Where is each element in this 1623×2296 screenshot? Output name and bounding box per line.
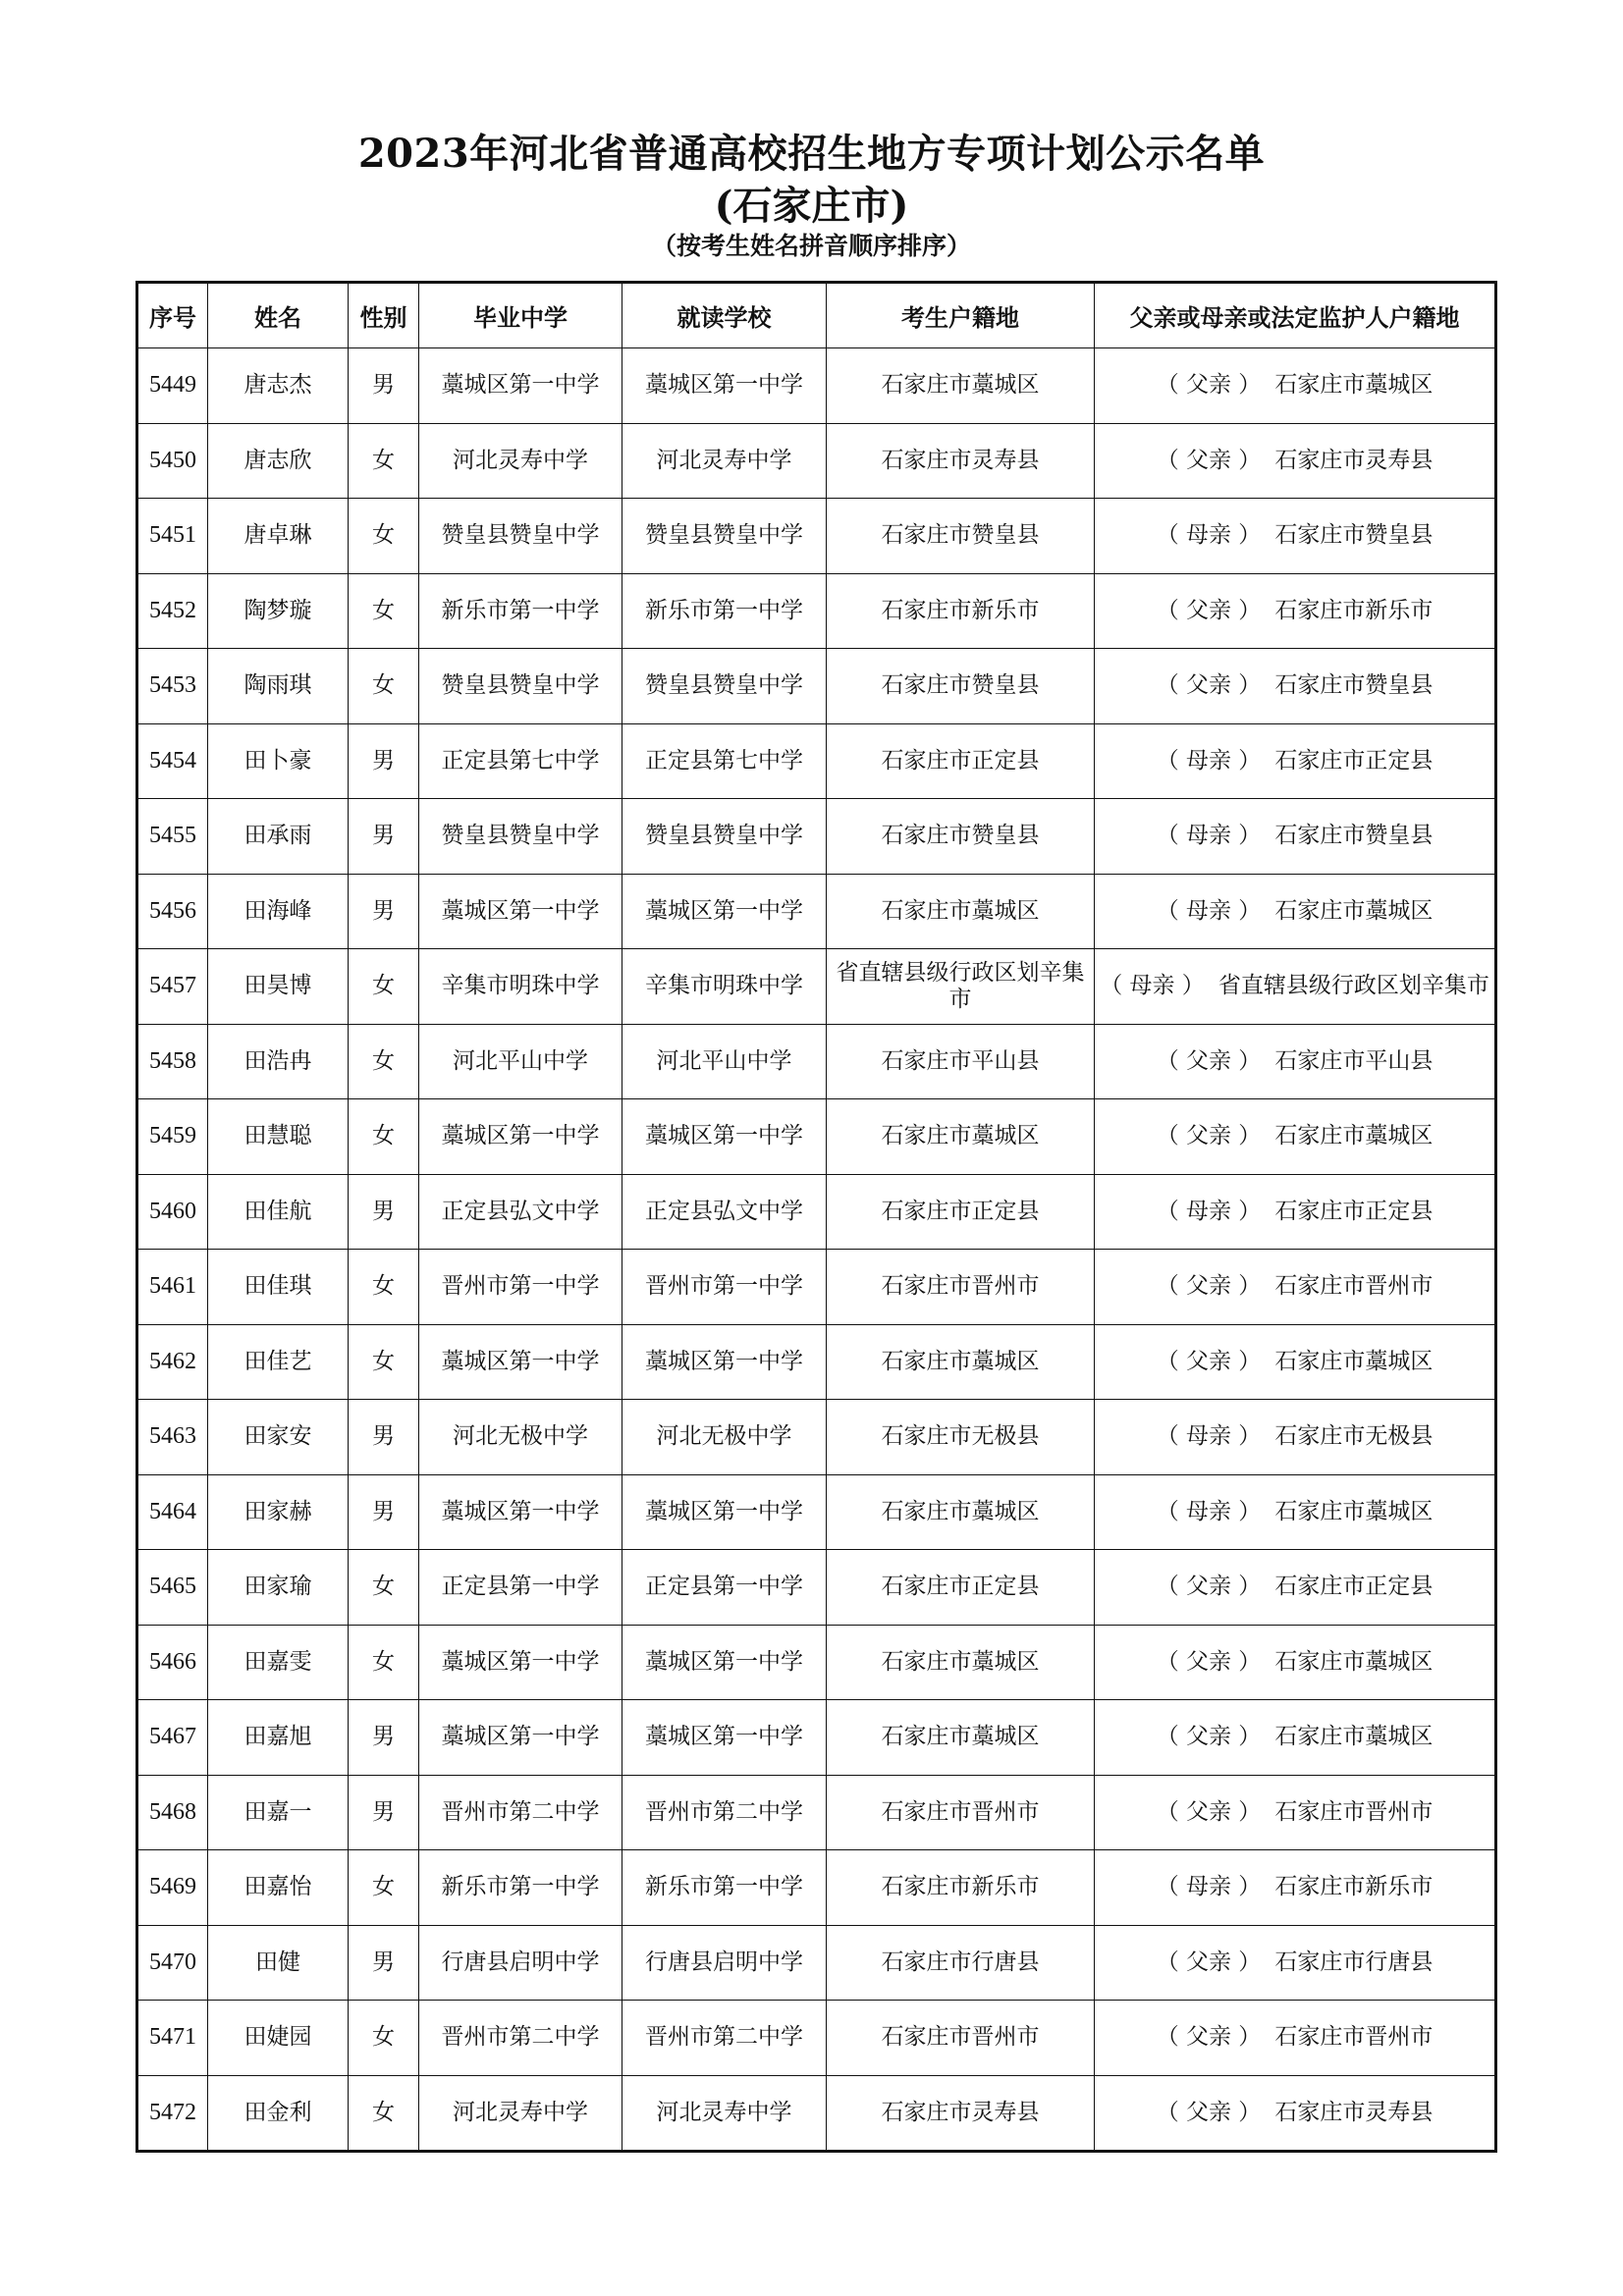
- guardian-relation: （ 母亲 ）: [1156, 1198, 1262, 1224]
- guardian-relation: （ 父亲 ）: [1156, 372, 1262, 399]
- cell-guardian-hukou: [1095, 2075, 1496, 2152]
- cell-no: 5449: [137, 348, 208, 424]
- cell-current-school: 藁城区第一中学: [622, 1099, 827, 1175]
- roster-table: [135, 281, 1497, 2153]
- cell-no: 5463: [137, 1400, 208, 1475]
- cell-guardian-hukou: [1095, 423, 1496, 499]
- table-row: [137, 499, 1496, 574]
- cell-gender: 男: [349, 799, 419, 875]
- cell-no: 5464: [137, 1474, 208, 1550]
- cell-guardian-hukou: [1095, 1625, 1496, 1700]
- guardian-hukou-value: 石家庄市晋州市: [1274, 1798, 1434, 1825]
- cell-gender: 女: [349, 949, 419, 1025]
- cell-no: 5465: [137, 1550, 208, 1626]
- cell-current-school: 赞皇县赞皇中学: [622, 799, 827, 875]
- cell-grad-school: 正定县第一中学: [419, 1550, 622, 1626]
- guardian-relation: （ 父亲 ）: [1156, 1123, 1262, 1149]
- guardian-relation: （ 父亲 ）: [1156, 1648, 1262, 1675]
- cell-hukou: 石家庄市行唐县: [827, 1925, 1095, 2001]
- cell-guardian-hukou: [1095, 874, 1496, 949]
- guardian-relation: （ 父亲 ）: [1156, 1724, 1262, 1750]
- cell-name: 田浩冉: [208, 1024, 349, 1099]
- guardian-relation: （ 父亲 ）: [1156, 1574, 1262, 1600]
- cell-name: 田嘉雯: [208, 1625, 349, 1700]
- cell-current-school: 晋州市第二中学: [622, 2001, 827, 2076]
- guardian-hukou-value: 石家庄市正定县: [1274, 747, 1434, 774]
- cell-no: 5458: [137, 1024, 208, 1099]
- cell-hukou: 石家庄市晋州市: [827, 2001, 1095, 2076]
- cell-guardian-hukou: [1095, 1850, 1496, 1926]
- cell-no: 5453: [137, 649, 208, 724]
- table-row: [137, 2075, 1496, 2152]
- cell-grad-school: 正定县弘文中学: [419, 1174, 622, 1250]
- col-header-guardian-hukou: 父亲或母亲或法定监护人户籍地: [1095, 283, 1496, 348]
- cell-gender: 男: [349, 348, 419, 424]
- guardian-hukou-value: 石家庄市平山县: [1274, 1047, 1434, 1074]
- guardian-hukou-value: 石家庄市藁城区: [1274, 1724, 1434, 1750]
- guardian-relation: （ 父亲 ）: [1156, 597, 1262, 623]
- cell-gender: 女: [349, 423, 419, 499]
- guardian-hukou-value: 石家庄市新乐市: [1274, 1874, 1434, 1900]
- cell-current-school: 藁城区第一中学: [622, 1625, 827, 1700]
- cell-guardian-hukou: [1095, 1400, 1496, 1475]
- cell-name: 唐志杰: [208, 348, 349, 424]
- cell-grad-school: 藁城区第一中学: [419, 1324, 622, 1400]
- cell-guardian-hukou: [1095, 1474, 1496, 1550]
- cell-gender: 女: [349, 1099, 419, 1175]
- cell-hukou: 石家庄市藁城区: [827, 348, 1095, 424]
- guardian-hukou-value: 石家庄市正定县: [1274, 1198, 1434, 1224]
- cell-gender: 女: [349, 1250, 419, 1325]
- table-row: [137, 723, 1496, 799]
- cell-name: 田慧聪: [208, 1099, 349, 1175]
- cell-name: 田佳航: [208, 1174, 349, 1250]
- cell-no: 5461: [137, 1250, 208, 1325]
- cell-grad-school: 藁城区第一中学: [419, 1625, 622, 1700]
- cell-guardian-hukou: [1095, 1550, 1496, 1626]
- table-row: [137, 423, 1496, 499]
- cell-grad-school: 行唐县启明中学: [419, 1925, 622, 2001]
- cell-grad-school: 晋州市第二中学: [419, 2001, 622, 2076]
- table-row: [137, 1474, 1496, 1550]
- cell-grad-school: 赞皇县赞皇中学: [419, 499, 622, 574]
- cell-no: 5460: [137, 1174, 208, 1250]
- table-row: [137, 1550, 1496, 1626]
- cell-hukou: 石家庄市灵寿县: [827, 2075, 1095, 2152]
- cell-current-school: 河北灵寿中学: [622, 423, 827, 499]
- cell-gender: 女: [349, 499, 419, 574]
- cell-guardian-hukou: [1095, 348, 1496, 424]
- cell-hukou: 石家庄市藁城区: [827, 1099, 1095, 1175]
- cell-no: 5469: [137, 1850, 208, 1926]
- cell-grad-school: 藁城区第一中学: [419, 1474, 622, 1550]
- cell-grad-school: 晋州市第二中学: [419, 1775, 622, 1850]
- cell-guardian-hukou: [1095, 573, 1496, 649]
- cell-grad-school: 藁城区第一中学: [419, 1099, 622, 1175]
- cell-no: 5466: [137, 1625, 208, 1700]
- cell-hukou: 石家庄市藁城区: [827, 1474, 1095, 1550]
- cell-hukou: 石家庄市新乐市: [827, 573, 1095, 649]
- cell-current-school: 正定县第七中学: [622, 723, 827, 799]
- cell-current-school: 藁城区第一中学: [622, 874, 827, 949]
- cell-grad-school: 赞皇县赞皇中学: [419, 799, 622, 875]
- cell-no: 5456: [137, 874, 208, 949]
- cell-gender: 女: [349, 1024, 419, 1099]
- guardian-relation: （ 父亲 ）: [1156, 2024, 1262, 2051]
- page-title: 2023年河北省普通高校招生地方专项计划公示名单: [357, 131, 1266, 177]
- cell-grad-school: 新乐市第一中学: [419, 573, 622, 649]
- cell-guardian-hukou: [1095, 1099, 1496, 1175]
- guardian-hukou-value: 石家庄市赞皇县: [1274, 522, 1434, 549]
- cell-current-school: 藁城区第一中学: [622, 1324, 827, 1400]
- cell-no: 5470: [137, 1925, 208, 2001]
- table-body: [137, 348, 1496, 2152]
- guardian-hukou-value: 石家庄市赞皇县: [1274, 823, 1434, 849]
- cell-hukou: 石家庄市正定县: [827, 1174, 1095, 1250]
- cell-gender: 女: [349, 649, 419, 724]
- table-row: [137, 874, 1496, 949]
- cell-grad-school: 河北灵寿中学: [419, 2075, 622, 2152]
- cell-hukou: 石家庄市正定县: [827, 723, 1095, 799]
- page-subtitle: (石家庄市): [714, 183, 909, 229]
- cell-gender: 女: [349, 1550, 419, 1626]
- table-row: [137, 1324, 1496, 1400]
- cell-current-school: 行唐县启明中学: [622, 1925, 827, 2001]
- cell-current-school: 河北灵寿中学: [622, 2075, 827, 2152]
- cell-grad-school: 河北灵寿中学: [419, 423, 622, 499]
- cell-hukou: 石家庄市赞皇县: [827, 649, 1095, 724]
- cell-name: 田承雨: [208, 799, 349, 875]
- cell-gender: 女: [349, 1625, 419, 1700]
- cell-guardian-hukou: [1095, 1024, 1496, 1099]
- cell-grad-school: 藁城区第一中学: [419, 1700, 622, 1776]
- guardian-relation: （ 父亲 ）: [1156, 1273, 1262, 1300]
- guardian-relation: （ 父亲 ）: [1156, 1798, 1262, 1825]
- cell-no: 5454: [137, 723, 208, 799]
- cell-hukou: 石家庄市新乐市: [827, 1850, 1095, 1926]
- table-row: [137, 949, 1496, 1025]
- col-header-current-school: 就读学校: [622, 283, 827, 348]
- guardian-relation: （ 母亲 ）: [1156, 522, 1262, 549]
- cell-guardian-hukou: [1095, 723, 1496, 799]
- table-row: [137, 1625, 1496, 1700]
- guardian-hukou-value: 石家庄市行唐县: [1274, 1949, 1434, 1975]
- cell-name: 田佳琪: [208, 1250, 349, 1325]
- cell-current-school: 藁城区第一中学: [622, 1700, 827, 1776]
- table-row: [137, 1400, 1496, 1475]
- guardian-hukou-value: 石家庄市藁城区: [1274, 1123, 1434, 1149]
- guardian-hukou-value: 石家庄市藁城区: [1274, 372, 1434, 399]
- cell-name: 田家安: [208, 1400, 349, 1475]
- cell-no: 5455: [137, 799, 208, 875]
- cell-gender: 男: [349, 1474, 419, 1550]
- cell-guardian-hukou: [1095, 1324, 1496, 1400]
- cell-name: 陶雨琪: [208, 649, 349, 724]
- cell-guardian-hukou: [1095, 1775, 1496, 1850]
- cell-guardian-hukou: [1095, 649, 1496, 724]
- guardian-relation: （ 父亲 ）: [1156, 1047, 1262, 1074]
- cell-guardian-hukou: [1095, 499, 1496, 574]
- guardian-relation: （ 母亲 ）: [1156, 823, 1262, 849]
- table-header: [137, 283, 1496, 348]
- table-row: [137, 348, 1496, 424]
- table-row: [137, 1925, 1496, 2001]
- cell-name: 唐卓琳: [208, 499, 349, 574]
- cell-no: 5452: [137, 573, 208, 649]
- cell-grad-school: 河北无极中学: [419, 1400, 622, 1475]
- cell-hukou: 石家庄市藁城区: [827, 1700, 1095, 1776]
- cell-name: 田健: [208, 1925, 349, 2001]
- table-row: [137, 1700, 1496, 1776]
- cell-current-school: 赞皇县赞皇中学: [622, 499, 827, 574]
- cell-no: 5468: [137, 1775, 208, 1850]
- cell-hukou: 石家庄市灵寿县: [827, 423, 1095, 499]
- cell-no: 5451: [137, 499, 208, 574]
- cell-no: 5459: [137, 1099, 208, 1175]
- cell-no: 5462: [137, 1324, 208, 1400]
- guardian-relation: （ 母亲 ）: [1156, 1874, 1262, 1900]
- cell-gender: 男: [349, 874, 419, 949]
- table-row: [137, 1174, 1496, 1250]
- guardian-relation: （ 母亲 ）: [1156, 747, 1262, 774]
- table-row: [137, 1099, 1496, 1175]
- cell-gender: 女: [349, 573, 419, 649]
- cell-current-school: 晋州市第二中学: [622, 1775, 827, 1850]
- cell-guardian-hukou: [1095, 1700, 1496, 1776]
- cell-gender: 女: [349, 2001, 419, 2076]
- cell-grad-school: 藁城区第一中学: [419, 348, 622, 424]
- guardian-hukou-value: 石家庄市藁城区: [1274, 1348, 1434, 1374]
- cell-name: 田昊博: [208, 949, 349, 1025]
- guardian-relation: （ 父亲 ）: [1156, 672, 1262, 699]
- cell-no: 5467: [137, 1700, 208, 1776]
- cell-gender: 男: [349, 1700, 419, 1776]
- guardian-relation: （ 父亲 ）: [1156, 447, 1262, 473]
- cell-name: 田海峰: [208, 874, 349, 949]
- table-row: [137, 1850, 1496, 1926]
- cell-name: 田佳艺: [208, 1324, 349, 1400]
- cell-name: 田嘉一: [208, 1775, 349, 1850]
- cell-no: 5450: [137, 423, 208, 499]
- cell-current-school: 藁城区第一中学: [622, 1474, 827, 1550]
- guardian-hukou-value: 石家庄市藁城区: [1274, 1648, 1434, 1675]
- guardian-relation: （ 母亲 ）: [1156, 1498, 1262, 1524]
- col-header-grad-school: 毕业中学: [419, 283, 622, 348]
- cell-gender: 女: [349, 1324, 419, 1400]
- cell-guardian-hukou: [1095, 949, 1496, 1025]
- cell-hukou: 石家庄市平山县: [827, 1024, 1095, 1099]
- cell-current-school: 河北平山中学: [622, 1024, 827, 1099]
- cell-name: 田嘉怡: [208, 1850, 349, 1926]
- cell-current-school: 正定县弘文中学: [622, 1174, 827, 1250]
- cell-gender: 女: [349, 1850, 419, 1926]
- cell-guardian-hukou: [1095, 1174, 1496, 1250]
- cell-guardian-hukou: [1095, 1250, 1496, 1325]
- cell-current-school: 藁城区第一中学: [622, 348, 827, 424]
- cell-hukou: 石家庄市赞皇县: [827, 799, 1095, 875]
- cell-current-school: 辛集市明珠中学: [622, 949, 827, 1025]
- cell-current-school: 正定县第一中学: [622, 1550, 827, 1626]
- cell-current-school: 晋州市第一中学: [622, 1250, 827, 1325]
- col-header-gender: 性别: [349, 283, 419, 348]
- cell-name: 田卜豪: [208, 723, 349, 799]
- cell-current-school: 新乐市第一中学: [622, 573, 827, 649]
- cell-name: 田嘉旭: [208, 1700, 349, 1776]
- cell-name: 田婕园: [208, 2001, 349, 2076]
- cell-name: 田金利: [208, 2075, 349, 2152]
- cell-grad-school: 藁城区第一中学: [419, 874, 622, 949]
- col-header-hukou: 考生户籍地: [827, 283, 1095, 348]
- cell-hukou: 石家庄市无极县: [827, 1400, 1095, 1475]
- cell-name: 田家赫: [208, 1474, 349, 1550]
- cell-gender: 男: [349, 1775, 419, 1850]
- cell-name: 陶梦璇: [208, 573, 349, 649]
- header-row: [137, 283, 1496, 348]
- guardian-hukou-value: 石家庄市晋州市: [1274, 2024, 1434, 2051]
- cell-gender: 女: [349, 2075, 419, 2152]
- guardian-relation: （ 父亲 ）: [1156, 1949, 1262, 1975]
- cell-hukou: 石家庄市赞皇县: [827, 499, 1095, 574]
- cell-no: 5457: [137, 949, 208, 1025]
- cell-grad-school: 新乐市第一中学: [419, 1850, 622, 1926]
- guardian-hukou-value: 石家庄市灵寿县: [1274, 2099, 1434, 2125]
- cell-hukou: 石家庄市藁城区: [827, 1625, 1095, 1700]
- guardian-relation: （ 母亲 ）: [1100, 973, 1205, 999]
- cell-hukou: 省直辖县级行政区划辛集市: [827, 949, 1095, 1025]
- guardian-hukou-value: 石家庄市无极县: [1274, 1423, 1434, 1450]
- guardian-relation: （ 父亲 ）: [1156, 2099, 1262, 2125]
- cell-guardian-hukou: [1095, 1925, 1496, 2001]
- guardian-relation: （ 父亲 ）: [1156, 1348, 1262, 1374]
- cell-gender: 男: [349, 1174, 419, 1250]
- guardian-hukou-value: 石家庄市灵寿县: [1274, 447, 1434, 473]
- cell-hukou: 石家庄市晋州市: [827, 1775, 1095, 1850]
- table-row: [137, 1775, 1496, 1850]
- cell-name: 田家瑜: [208, 1550, 349, 1626]
- sort-note: （按考生姓名拼音顺序排序）: [651, 232, 971, 260]
- table-row: [137, 2001, 1496, 2076]
- guardian-hukou-value: 石家庄市赞皇县: [1274, 672, 1434, 699]
- col-header-no: 序号: [137, 283, 208, 348]
- guardian-hukou-value: 石家庄市藁城区: [1274, 1498, 1434, 1524]
- cell-current-school: 新乐市第一中学: [622, 1850, 827, 1926]
- cell-hukou: 石家庄市正定县: [827, 1550, 1095, 1626]
- col-header-name: 姓名: [208, 283, 349, 348]
- cell-no: 5472: [137, 2075, 208, 2152]
- cell-current-school: 河北无极中学: [622, 1400, 827, 1475]
- cell-hukou: 石家庄市藁城区: [827, 1324, 1095, 1400]
- cell-hukou: 石家庄市晋州市: [827, 1250, 1095, 1325]
- guardian-relation: （ 母亲 ）: [1156, 1423, 1262, 1450]
- cell-no: 5471: [137, 2001, 208, 2076]
- cell-guardian-hukou: [1095, 2001, 1496, 2076]
- table-row: [137, 1024, 1496, 1099]
- guardian-hukou-value: 石家庄市藁城区: [1274, 897, 1434, 924]
- guardian-relation: （ 母亲 ）: [1156, 897, 1262, 924]
- table-row: [137, 1250, 1496, 1325]
- cell-current-school: 赞皇县赞皇中学: [622, 649, 827, 724]
- guardian-hukou-value: 石家庄市晋州市: [1274, 1273, 1434, 1300]
- cell-hukou: 石家庄市藁城区: [827, 874, 1095, 949]
- cell-grad-school: 河北平山中学: [419, 1024, 622, 1099]
- table-row: [137, 649, 1496, 724]
- cell-gender: 男: [349, 723, 419, 799]
- cell-gender: 男: [349, 1925, 419, 2001]
- cell-guardian-hukou: [1095, 799, 1496, 875]
- table-row: [137, 573, 1496, 649]
- guardian-hukou-value: 石家庄市正定县: [1274, 1574, 1434, 1600]
- cell-grad-school: 辛集市明珠中学: [419, 949, 622, 1025]
- cell-gender: 男: [349, 1400, 419, 1475]
- cell-name: 唐志欣: [208, 423, 349, 499]
- cell-grad-school: 晋州市第一中学: [419, 1250, 622, 1325]
- guardian-hukou-value: 省直辖县级行政区划辛集市: [1217, 973, 1489, 999]
- cell-grad-school: 正定县第七中学: [419, 723, 622, 799]
- table-row: [137, 799, 1496, 875]
- guardian-hukou-value: 石家庄市新乐市: [1274, 597, 1434, 623]
- cell-grad-school: 赞皇县赞皇中学: [419, 649, 622, 724]
